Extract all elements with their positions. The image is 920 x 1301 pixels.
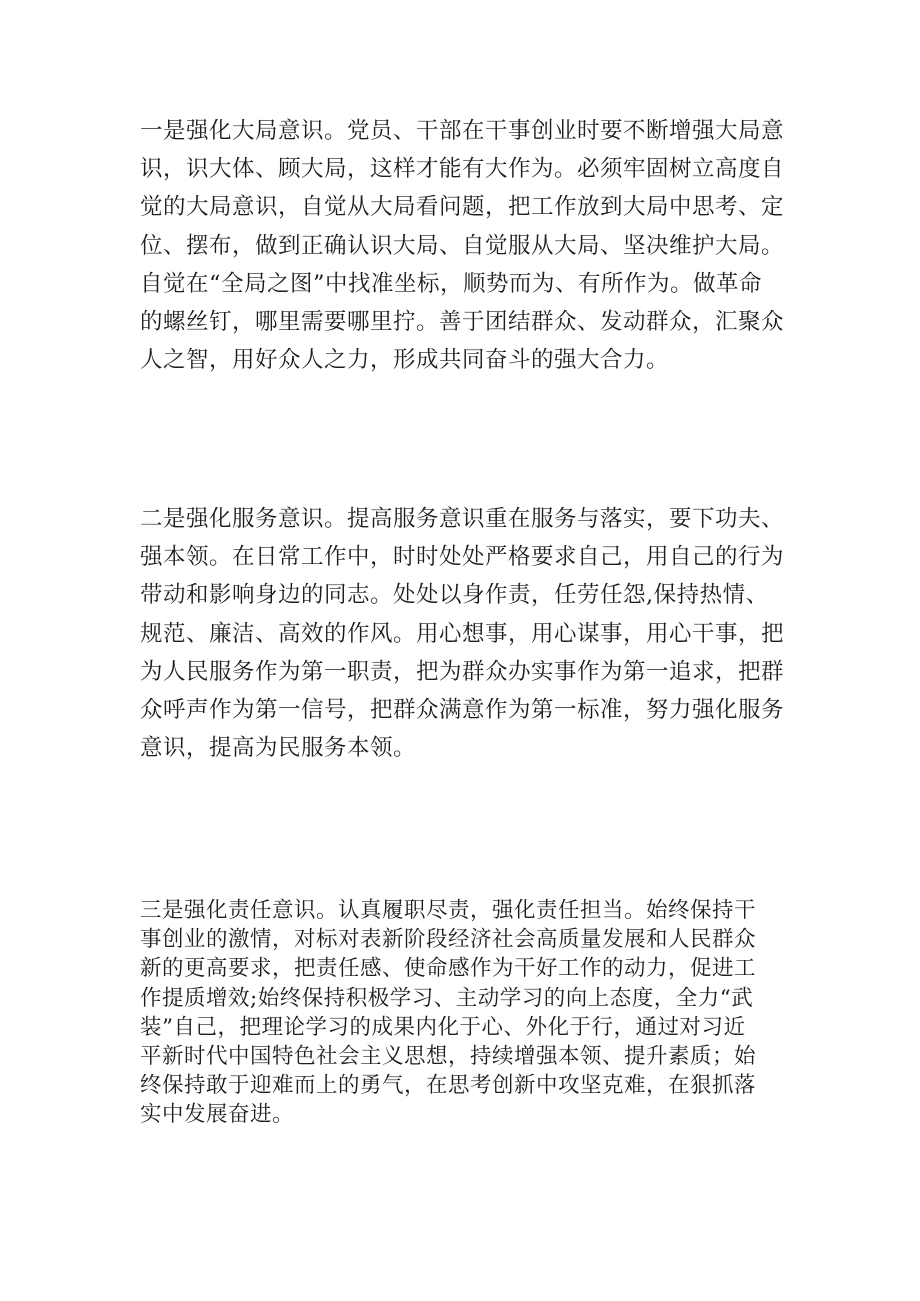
text-line: 觉的大局意识，自觉从大局看问题，把工作放到大局中思考、定 — [140, 194, 785, 221]
text-line: 识，识大体、顾大局，这样才能有大作为。必须牢固树立高度自 — [140, 156, 785, 183]
paragraph-responsibility-awareness — [140, 896, 800, 1130]
text-line: 事创业的激情，对标对表新阶段经济社会高质量发展和人民群众 — [140, 927, 757, 953]
text-line: 为人民服务作为第一职责，把为群众办实事作为第一追求，把群 — [140, 658, 785, 685]
text-line: 人之智，用好众人之力，形成共同奋斗的强大合力。 — [140, 347, 670, 374]
text-line: 自觉在“全局之图”中找准坐标，顺势而为、有所作为。做革命 — [140, 270, 763, 297]
paragraph-overall-awareness — [140, 112, 800, 379]
text-line: 终保持敢于迎难而上的勇气，在思考创新中攻坚克难，在狠抓落 — [140, 1073, 757, 1099]
text-line: 三是强化责任意识。认真履职尽责，强化责任担当。始终保持干 — [140, 898, 757, 923]
text-line: 二是强化服务意识。提高服务意识重在服务与落实，要下功夫、 — [140, 506, 785, 532]
paragraph-service-awareness — [140, 500, 800, 767]
text-line: 平新时代中国特色社会主义思想，持续增强本领、提升素质；始 — [140, 1043, 757, 1069]
text-line: 一是强化大局意识。党员、干部在干事创业时要不断增强大局意 — [140, 118, 785, 144]
text-line: 规范、廉洁、高效的作风。用心想事，用心谋事，用心干事，把 — [140, 620, 785, 647]
text-line: 新的更高要求，把责任感、使命感作为干好工作的动力，促进工 — [140, 956, 757, 982]
text-line: 实中发展奋进。 — [140, 1102, 295, 1128]
text-line: 带动和影响身边的同志。处处以身作责，任劳任怨,保持热情、 — [140, 582, 769, 609]
text-line: 作提质增效;始终保持积极学习、主动学习的向上态度，全力“武 — [140, 985, 754, 1011]
text-line: 强本领。在日常工作中，时时处处严格要求自己，用自己的行为 — [140, 544, 785, 571]
text-line: 装”自己，把理论学习的成果内化于心、外化于行，通过对习近 — [140, 1014, 746, 1040]
text-line: 意识，提高为民服务本领。 — [140, 735, 417, 762]
text-line: 的螺丝钉，哪里需要哪里拧。善于团结群众、发动群众，汇聚众 — [140, 308, 785, 335]
text-line: 众呼声作为第一信号，把群众满意作为第一标准，努力强化服务 — [140, 696, 785, 723]
text-line: 位、摆布，做到正确认识大局、自觉服从大局、坚决维护大局。 — [140, 232, 785, 259]
